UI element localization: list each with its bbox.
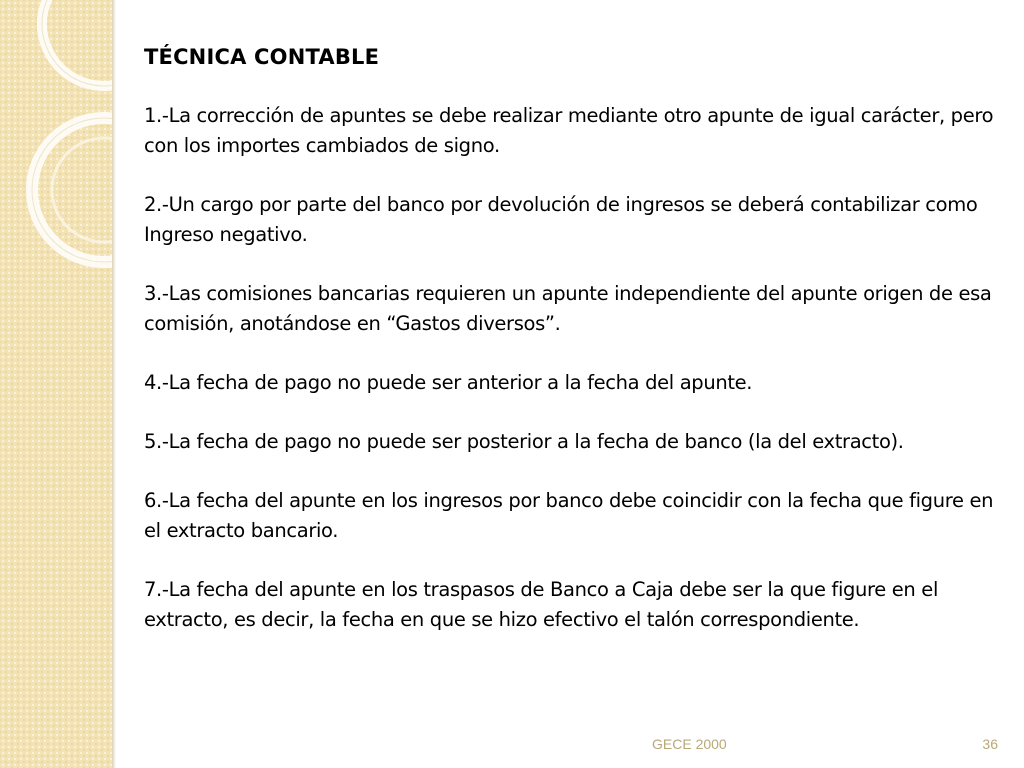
page-number: 36 <box>982 736 998 752</box>
sidebar-edge <box>112 0 116 768</box>
list-item: 7.-La fecha del apunte en los traspasos de Banco a Caja debe ser la que figure en el extracto, es decir, la fecha en que se hizo efectivo el talón correspondiente. <box>144 578 939 631</box>
decorative-rings-icon <box>0 0 112 320</box>
slide-content <box>144 42 1004 664</box>
list-item: 3.-Las comisiones bancarias requieren un apunte independiente del apunte origen de esa comisión, anotándose en “Gastos diversos”. <box>144 282 992 335</box>
list-item: 6.-La fecha del apunte en los ingresos por banco debe coincidir con la fecha que figure en el extracto bancario. <box>144 489 994 542</box>
list-item: 1.-La corrección de apuntes se debe realizar mediante otro apunte de igual carácter, pero con los importes cambiados de signo. <box>144 104 994 157</box>
list-item: 5.-La fecha de pago no puede ser posterior a la fecha de banco (la del extracto). <box>144 430 904 453</box>
slide-title: TÉCNICA CONTABLE <box>144 45 380 69</box>
list-item: 4.-La fecha de pago no puede ser anterior a la fecha del apunte. <box>144 371 753 394</box>
decorative-sidebar <box>0 0 112 768</box>
footer-text: GECE 2000 <box>652 736 727 752</box>
list-item: 2.-Un cargo por parte del banco por devolución de ingresos se deberá contabilizar como Ingreso negativo. <box>144 193 978 246</box>
